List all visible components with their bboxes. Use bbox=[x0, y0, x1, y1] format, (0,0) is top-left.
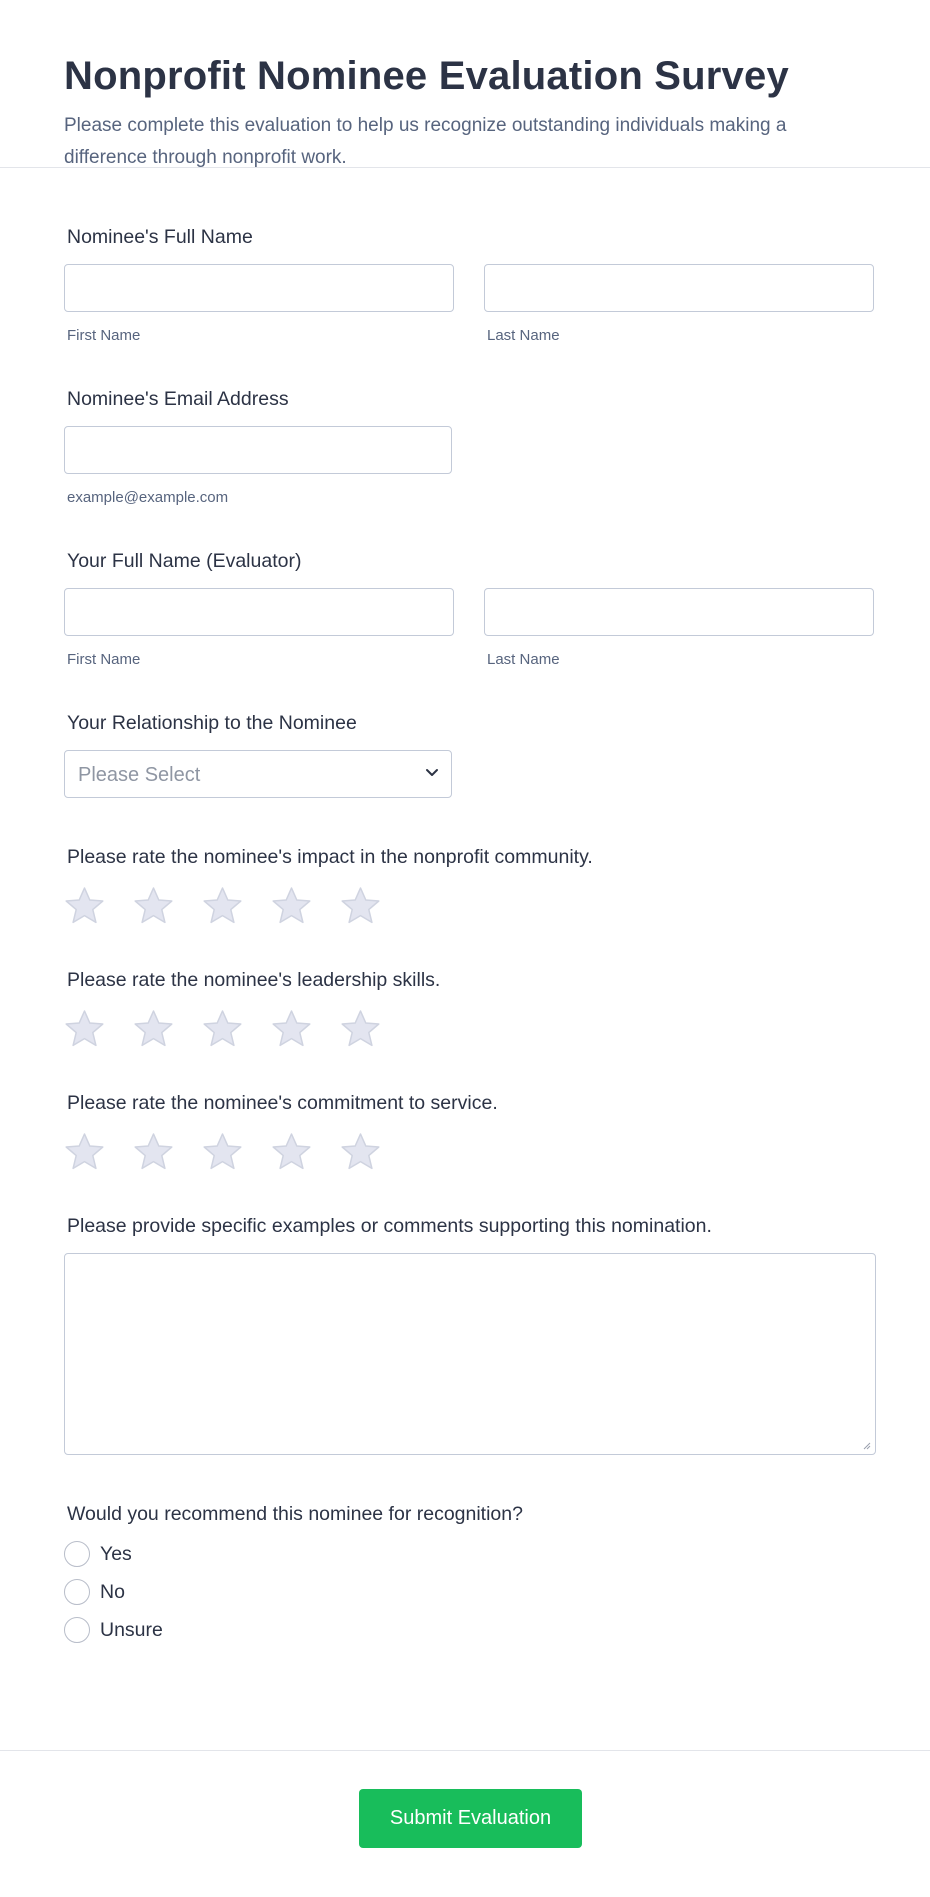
star-icon[interactable] bbox=[340, 1009, 381, 1048]
form-body bbox=[0, 224, 930, 1649]
submit-evaluation-button[interactable]: Submit Evaluation bbox=[359, 1789, 582, 1848]
rating-impact-field bbox=[64, 844, 866, 925]
star-icon[interactable] bbox=[271, 1132, 312, 1171]
star-icon[interactable] bbox=[133, 1132, 174, 1171]
recommend-option-yes[interactable] bbox=[64, 1535, 866, 1573]
relationship-select[interactable] bbox=[64, 750, 452, 798]
evaluator-name-label: Your Full Name (Evaluator) bbox=[67, 550, 302, 572]
relationship-field bbox=[64, 710, 866, 798]
page-subtitle: Please complete this evaluation to help us recognize outstanding individuals making a difference through nonprofit work. bbox=[64, 115, 787, 168]
page-title: Nonprofit Nominee Evaluation Survey bbox=[64, 54, 789, 98]
star-icon[interactable] bbox=[202, 1009, 243, 1048]
nominee-last-name-sublabel: Last Name bbox=[487, 327, 560, 344]
star-icon[interactable] bbox=[202, 1132, 243, 1171]
comments-field bbox=[64, 1213, 866, 1455]
star-icon[interactable] bbox=[64, 1009, 105, 1048]
star-icon[interactable] bbox=[271, 1009, 312, 1048]
star-icon[interactable] bbox=[202, 886, 243, 925]
rating-commitment-field bbox=[64, 1090, 866, 1171]
comments-label: Please provide specific examples or comments supporting this nomination. bbox=[67, 1215, 712, 1237]
nominee-name-label: Nominee's Full Name bbox=[67, 226, 253, 248]
radio-button[interactable] bbox=[64, 1617, 90, 1643]
evaluator-last-name-input[interactable] bbox=[484, 588, 874, 636]
nominee-email-label: Nominee's Email Address bbox=[67, 388, 289, 410]
nominee-name-field bbox=[64, 224, 866, 346]
evaluator-name-field bbox=[64, 548, 866, 670]
recommend-options bbox=[64, 1535, 866, 1649]
radio-button[interactable] bbox=[64, 1579, 90, 1605]
star-icon[interactable] bbox=[271, 886, 312, 925]
recommend-option-no[interactable] bbox=[64, 1573, 866, 1611]
rating-impact-label: Please rate the nominee's impact in the nonprofit community. bbox=[67, 846, 593, 868]
star-icon[interactable] bbox=[340, 1132, 381, 1171]
star-icon[interactable] bbox=[64, 886, 105, 925]
comments-textarea[interactable] bbox=[64, 1253, 876, 1455]
recommend-label: Would you recommend this nominee for recognition? bbox=[67, 1503, 523, 1525]
rating-leadership-field bbox=[64, 967, 866, 1048]
evaluator-last-name-sublabel: Last Name bbox=[487, 651, 560, 668]
form-footer bbox=[0, 1750, 930, 1897]
rating-leadership-stars bbox=[64, 1009, 866, 1048]
radio-label: Unsure bbox=[100, 1618, 163, 1641]
rating-leadership-label: Please rate the nominee's leadership skills. bbox=[67, 969, 441, 991]
star-icon[interactable] bbox=[64, 1132, 105, 1171]
rating-commitment-label: Please rate the nominee's commitment to service. bbox=[67, 1092, 498, 1114]
evaluator-first-name-sublabel: First Name bbox=[67, 651, 141, 668]
nominee-email-sublabel: example@example.com bbox=[67, 489, 229, 506]
radio-label: Yes bbox=[100, 1542, 132, 1565]
resize-grip-icon[interactable] bbox=[861, 1440, 871, 1450]
radio-label: No bbox=[100, 1580, 125, 1603]
radio-button[interactable] bbox=[64, 1541, 90, 1567]
relationship-label: Your Relationship to the Nominee bbox=[67, 712, 357, 734]
form-header bbox=[0, 0, 930, 168]
nominee-first-name-input[interactable] bbox=[64, 264, 454, 312]
nominee-email-input[interactable] bbox=[64, 426, 452, 474]
recommend-option-unsure[interactable] bbox=[64, 1611, 866, 1649]
star-icon[interactable] bbox=[133, 886, 174, 925]
star-icon[interactable] bbox=[133, 1009, 174, 1048]
star-icon[interactable] bbox=[340, 886, 381, 925]
recommend-field bbox=[64, 1501, 866, 1649]
rating-commitment-stars bbox=[64, 1132, 866, 1171]
evaluator-first-name-input[interactable] bbox=[64, 588, 454, 636]
rating-impact-stars bbox=[64, 886, 866, 925]
nominee-first-name-sublabel: First Name bbox=[67, 327, 141, 344]
nominee-last-name-input[interactable] bbox=[484, 264, 874, 312]
nominee-email-field bbox=[64, 386, 866, 508]
relationship-select-value: Please Select bbox=[78, 764, 201, 786]
chevron-down-icon bbox=[425, 768, 439, 778]
